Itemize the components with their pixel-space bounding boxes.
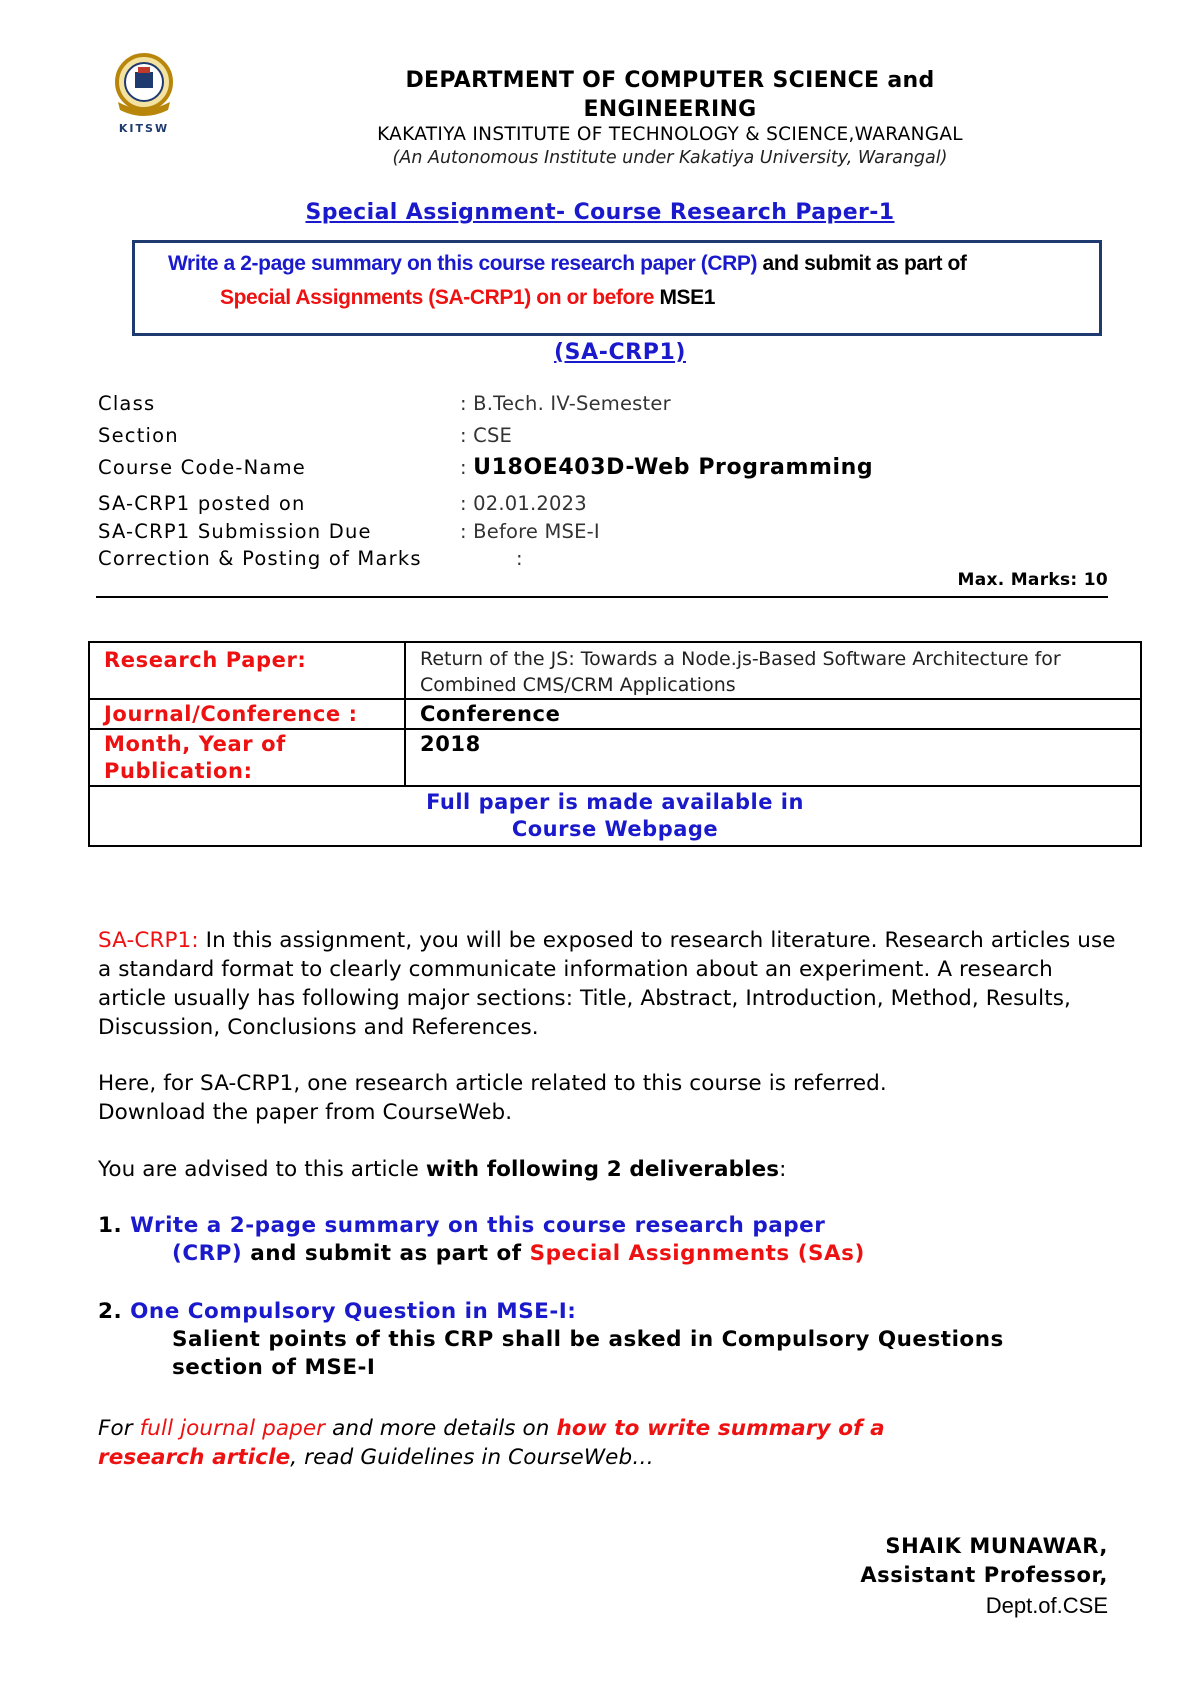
guidelines-end: , read Guidelines in CourseWeb…: [290, 1445, 654, 1470]
institute-subtitle: (An Autonomous Institute under Kakatiya University, Warangal): [392, 148, 948, 168]
guidelines-red-3: research article: [98, 1445, 291, 1470]
guidelines-red-2: how to write summary of a: [556, 1416, 885, 1441]
table-row: [89, 729, 1141, 786]
deliverable-1: [98, 1212, 1118, 1268]
table-row: [89, 642, 1141, 699]
dept-line-2: ENGINEERING: [583, 97, 757, 122]
deliverable-1-crp: (CRP): [172, 1241, 243, 1266]
full-paper-note: [89, 786, 1141, 846]
table-row: [89, 786, 1141, 846]
info-value-due: : Before MSE-I: [460, 520, 600, 543]
deliverable-2-blue: One Compulsory Question in MSE-I:: [122, 1299, 577, 1324]
table-row: [89, 699, 1141, 729]
deliverable-2: [98, 1298, 1118, 1382]
notice-line-1-blue: Write a 2-page summary on this course research paper (CRP): [168, 252, 758, 275]
notice-line-1-black: and submit as part of: [757, 252, 967, 275]
advised-end: :: [779, 1157, 787, 1182]
publication-value: 2018: [405, 729, 1141, 786]
deliverable-1-number: 1.: [98, 1213, 123, 1238]
signature-designation: Assistant Professor,: [860, 1563, 1108, 1587]
assignment-code: (SA-CRP1): [553, 340, 687, 365]
full-paper-line-2: Course Webpage: [511, 817, 719, 841]
dept-line-1: DEPARTMENT OF COMPUTER SCIENCE and: [405, 68, 935, 93]
intro-paragraph: [98, 926, 1118, 1042]
guidelines-mid: and more details on: [325, 1416, 557, 1441]
institute-name: KAKATIYA INSTITUTE OF TECHNOLOGY & SCIENCE,WARANGAL: [377, 124, 963, 145]
here-line-1: Here, for SA-CRP1, one research article related to this course is referred.: [98, 1071, 887, 1096]
info-value-class: : B.Tech. IV-Semester: [460, 392, 671, 415]
info-label-correction: Correction & Posting of Marks: [98, 547, 422, 570]
intro-label: SA-CRP1:: [98, 928, 199, 953]
guidelines-note: [98, 1414, 1118, 1472]
publication-label: Month, Year of Publication:: [89, 729, 405, 786]
guidelines-line-2: [98, 1443, 1118, 1472]
info-value-course-wrap: [460, 455, 873, 480]
journal-label: Journal/Conference :: [89, 699, 405, 729]
info-label-due: SA-CRP1 Submission Due: [98, 520, 372, 543]
deliverable-2-line-2: Salient points of this CRP shall be asked in Compulsory Questions: [172, 1327, 1004, 1352]
paper-label: Research Paper:: [89, 642, 405, 699]
deliverable-1-line-1: [98, 1212, 1118, 1240]
notice-line-2-red: Special Assignments (SA-CRP1) on or before: [220, 286, 660, 309]
here-line-2: Download the paper from CourseWeb.: [98, 1100, 513, 1125]
here-paragraph: [98, 1069, 1118, 1127]
advised-line: [98, 1155, 1118, 1184]
info-label-section: Section: [98, 424, 179, 447]
info-value-course-prefix: :: [460, 456, 474, 479]
notice-line-1: [168, 252, 967, 276]
deliverable-2-line-1: [98, 1298, 1118, 1326]
divider-rule: [96, 596, 1108, 598]
deliverable-1-blue: Write a 2-page summary on this course research paper: [122, 1213, 826, 1238]
info-label-class: Class: [98, 392, 156, 415]
guidelines-red-1: full journal paper: [139, 1416, 326, 1441]
notice-line-2-black: MSE1: [659, 286, 716, 309]
deliverable-2-line-3: section of MSE-I: [172, 1355, 376, 1380]
advised-text: You are advised to this article: [98, 1157, 426, 1182]
assignment-title: Special Assignment- Course Research Paper-1: [305, 200, 895, 225]
max-marks: Max. Marks: 10: [957, 570, 1108, 590]
info-value-posted: : 02.01.2023: [460, 492, 587, 515]
logo-text: KITSW: [118, 122, 170, 135]
deliverable-2-number: 2.: [98, 1299, 123, 1324]
paper-value: Return of the JS: Towards a Node.js-Based Software Architecture for Combined CMS/CRM Applications: [405, 642, 1141, 699]
info-value-section: : CSE: [460, 424, 513, 447]
guidelines-for: For: [98, 1416, 140, 1441]
notice-line-2: [220, 286, 715, 310]
deliverable-1-red: Special Assignments (SAs): [529, 1241, 865, 1266]
institute-logo: [108, 50, 180, 136]
department-heading: [300, 66, 1040, 124]
deliverable-1-black: and submit as part of: [242, 1241, 530, 1266]
intro-text: In this assignment, you will be exposed to research literature. Research articles use a standard format to clearly communicate information about an experiment. A research article usually has following major sections: Title, Abstract, Introduction, Method, Results, Discussion, Conclusions and References.: [98, 928, 1116, 1040]
info-value-correction: :: [516, 547, 523, 570]
deliverable-1-line-2: [98, 1240, 1118, 1268]
advised-bold: with following 2 deliverables: [425, 1157, 780, 1182]
info-label-posted: SA-CRP1 posted on: [98, 492, 306, 515]
journal-value: Conference: [405, 699, 1141, 729]
guidelines-line-1: [98, 1414, 1118, 1443]
signature-dept: Dept.of.CSE: [985, 1593, 1108, 1618]
signature-name: SHAIK MUNAWAR,: [885, 1534, 1108, 1558]
info-value-course: U18OE403D-Web Programming: [473, 455, 874, 480]
full-paper-line-1: Full paper is made available in: [426, 790, 804, 814]
info-label-course: Course Code-Name: [98, 456, 306, 479]
paper-table: [88, 641, 1142, 847]
